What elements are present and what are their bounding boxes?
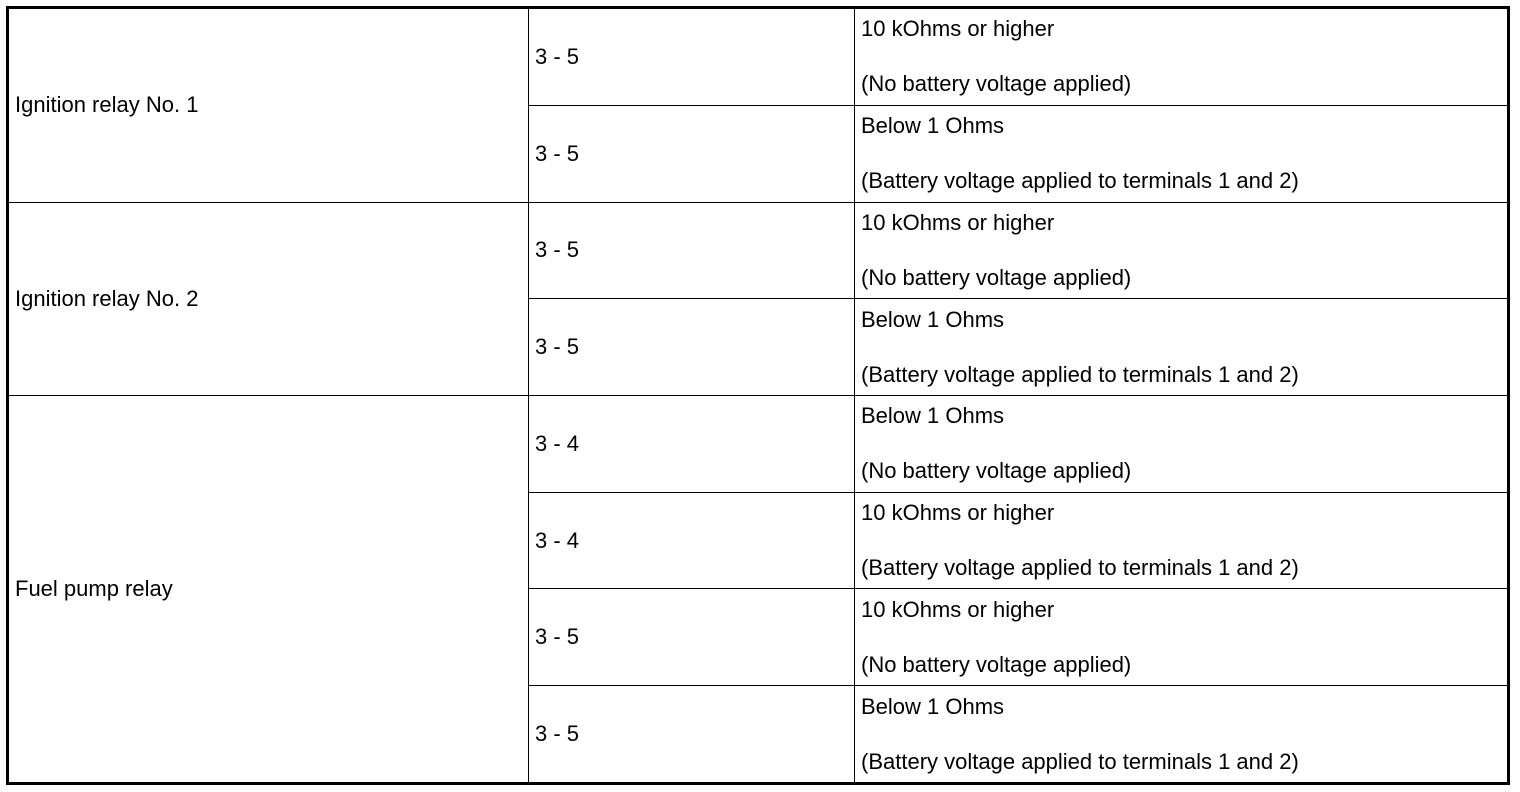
- terminals-cell: 3 - 4: [529, 395, 855, 492]
- specified-condition-cell: [855, 589, 1509, 686]
- test-condition-note: (Battery voltage applied to terminals 1 and 2): [861, 748, 1299, 774]
- relay-name-cell: Fuel pump relay: [8, 395, 529, 783]
- test-condition-note: (Battery voltage applied to terminals 1 and 2): [861, 555, 1299, 581]
- specified-condition-cell: [855, 686, 1509, 784]
- test-condition-note: (Battery voltage applied to terminals 1 and 2): [861, 361, 1299, 387]
- terminals-cell: 3 - 5: [529, 202, 855, 299]
- specified-condition-cell: [855, 8, 1509, 106]
- terminals-cell: 3 - 5: [529, 589, 855, 686]
- test-condition-note: (No battery voltage applied): [861, 458, 1132, 484]
- test-condition-note: (No battery voltage applied): [861, 651, 1132, 677]
- resistance-value: 10 kOhms or higher: [861, 16, 1055, 42]
- resistance-value: 10 kOhms or higher: [861, 500, 1055, 526]
- terminals-cell: 3 - 5: [529, 105, 855, 202]
- relay-name-cell: Ignition relay No. 1: [8, 8, 529, 203]
- table-row: [8, 8, 1509, 106]
- terminals-cell: 3 - 5: [529, 8, 855, 106]
- terminals-cell: 3 - 5: [529, 299, 855, 396]
- resistance-value: 10 kOhms or higher: [861, 596, 1055, 622]
- specified-condition-cell: [855, 492, 1509, 589]
- table-row: [8, 202, 1509, 299]
- test-condition-note: (Battery voltage applied to terminals 1 and 2): [861, 168, 1299, 194]
- test-condition-note: (No battery voltage applied): [861, 264, 1132, 290]
- terminals-cell: 3 - 4: [529, 492, 855, 589]
- specified-condition-cell: [855, 395, 1509, 492]
- resistance-value: 10 kOhms or higher: [861, 209, 1055, 235]
- specified-condition-cell: [855, 105, 1509, 202]
- resistance-value: Below 1 Ohms: [861, 403, 1005, 429]
- table-row: [8, 395, 1509, 492]
- specified-condition-cell: [855, 299, 1509, 396]
- resistance-value: Below 1 Ohms: [861, 306, 1005, 332]
- specified-condition-cell: [855, 202, 1509, 299]
- test-condition-note: (No battery voltage applied): [861, 71, 1132, 97]
- relay-name-cell: Ignition relay No. 2: [8, 202, 529, 395]
- resistance-value: Below 1 Ohms: [861, 113, 1005, 139]
- relay-inspection-table: [6, 6, 1510, 785]
- resistance-value: Below 1 Ohms: [861, 693, 1005, 719]
- terminals-cell: 3 - 5: [529, 686, 855, 784]
